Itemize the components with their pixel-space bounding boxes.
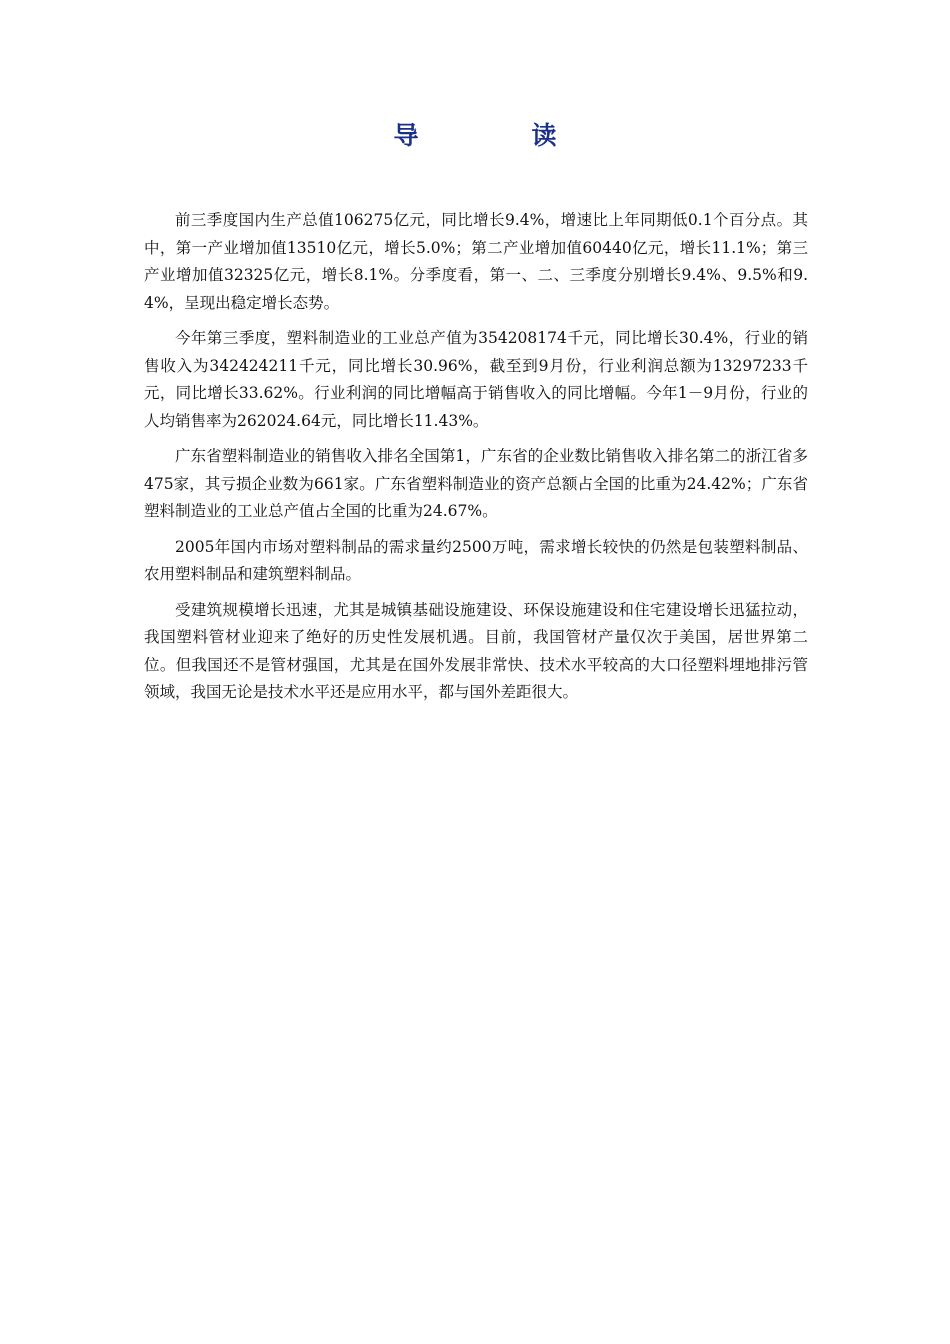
paragraph-gdp: 前三季度国内生产总值106275亿元，同比增长9.4%，增速比上年同期低0.1个百分点。其中，第一产业增加值13510亿元，增长5.0%；第二产业增加值60440亿元，增长11.1%；第三产业增加值32325亿元，增长8.1%。分季度看，第一、二、三季度分别增长9.4%、9.5%和9.4%，呈现出稳定增长态势。: [144, 211, 808, 312]
paragraph-guangdong: 广东省塑料制造业的销售收入排名全国第1，广东省的企业数比销售收入排名第二的浙江省多475家，其亏损企业数为661家。广东省塑料制造业的资产总额占全国的比重为24.42%；广东省塑料制造业的工业总产值占全国的比重为24.67%。: [144, 447, 808, 520]
paragraph-demand-2005: 2005年国内市场对塑料制品的需求量约2500万吨，需求增长较快的仍然是包装塑料制品、农用塑料制品和建筑塑料制品。: [144, 537, 808, 583]
paragraph-pipe-industry: 受建筑规模增长迅速，尤其是城镇基础设施建设、环保设施建设和住宅建设增长迅猛拉动，我国塑料管材业迎来了绝好的历史性发展机遇。目前，我国管材产量仅次于美国，居世界第二位。但我国还不是管材强国，尤其是在国外发展非常快、技术水平较高的大口径塑料埋地排污管领域，我国无论是技术水平还是应用水平，都与国外差距很大。: [144, 600, 808, 701]
page-title: 导 读: [393, 121, 601, 150]
document-body: [144, 207, 808, 715]
paragraph-q3-industry: 今年第三季度，塑料制造业的工业总产值为354208174千元，同比增长30.4%，行业的销售收入为342424211千元，同比增长30.96%，截至到9月份，行业利润总额为13297233千元，同比增长33.62%。行业利润的同比增幅高于销售收入的同比增幅。今年1－9月份，行业的人均销售率为262024.64元，同比增长11.43%。: [144, 329, 808, 430]
